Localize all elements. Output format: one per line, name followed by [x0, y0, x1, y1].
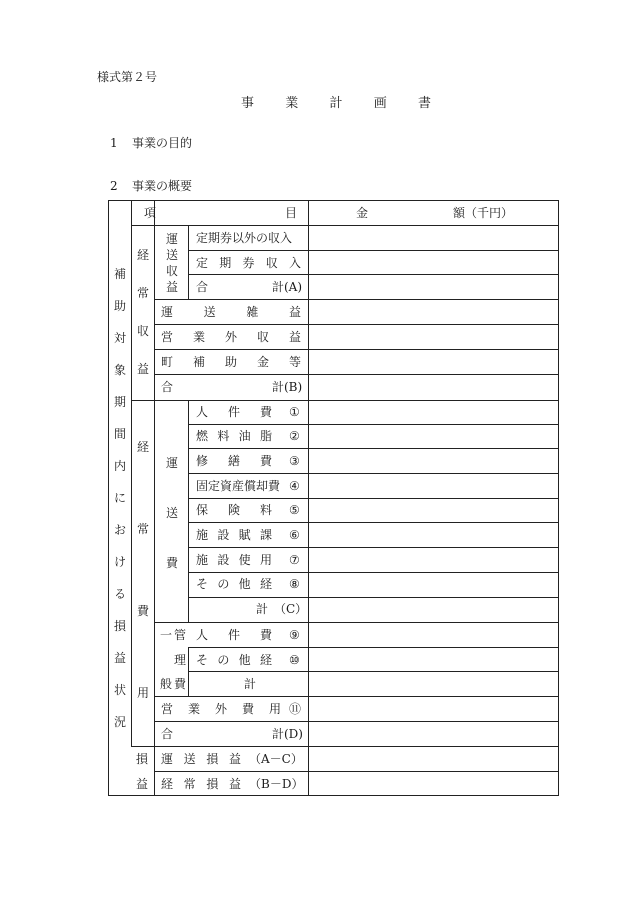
section-number: 2 — [110, 179, 118, 193]
item-number: ② — [289, 429, 300, 443]
admin-jinkenhi: 人 件 費 — [196, 628, 272, 642]
table-rule — [188, 522, 558, 523]
table-rule — [188, 671, 558, 672]
sum-b-left: 合 — [161, 380, 174, 394]
admin-label-ichi: 一 — [160, 628, 173, 642]
table-border — [108, 200, 109, 796]
item-number: ⑩ — [289, 653, 300, 667]
sum-a-right: 計(A) — [272, 280, 303, 294]
header-item-right: 目 — [285, 206, 298, 220]
table-rule — [131, 746, 558, 747]
header-item-left: 項 — [144, 206, 157, 220]
admin-other: そ の 他 経 — [196, 653, 272, 667]
title-char: 事 — [241, 96, 255, 111]
admin-label-han: 般 — [160, 677, 173, 691]
table-rule — [188, 225, 189, 299]
table-rule — [154, 696, 558, 697]
profit-label-son: 損 — [136, 752, 149, 766]
expense-fuel: 燃 料 油 脂 — [196, 429, 272, 443]
profit-loss-table — [108, 200, 558, 795]
profit-label-eki: 益 — [136, 777, 149, 791]
header-amount-right: 額（千円） — [453, 206, 514, 220]
admin-label-hi: 費 — [174, 677, 187, 691]
item-number: ⑥ — [289, 528, 300, 542]
table-rule — [131, 225, 558, 226]
admin-sum: 計 — [244, 677, 257, 691]
admin-label-ri: 理 — [174, 653, 187, 667]
title-char: 業 — [285, 96, 299, 111]
expense-group-label: 経 常 費 用 — [136, 440, 149, 700]
item-number: ① — [289, 405, 300, 419]
side-label: 補 助 対 象 期 間 内 に お け る 損 益 状 況 — [113, 267, 126, 729]
item-number: ⑦ — [289, 553, 300, 567]
row-hojokin: 町 補 助 金 等 — [161, 355, 301, 369]
item-number: ⑧ — [289, 577, 300, 591]
transport-income-label: 運 送 収 益 — [165, 232, 178, 294]
table-rule — [188, 448, 558, 449]
expense-facility-use: 施 設 使 用 — [196, 553, 272, 567]
sum-d-left: 合 — [161, 727, 174, 741]
section-number: 1 — [110, 136, 118, 150]
table-rule — [154, 721, 558, 722]
expense-facility-levy: 施 設 賦 課 — [196, 528, 272, 542]
expense-insurance: 保 険 料 — [196, 503, 272, 517]
item-number: ⑪ — [289, 702, 302, 716]
table-border — [108, 200, 558, 201]
table-rule — [131, 400, 558, 401]
form-number: 様式第２号 — [97, 70, 158, 84]
section-purpose — [110, 134, 192, 151]
table-rule — [188, 547, 558, 548]
ordinary-profit-formula: （B－D） — [249, 777, 304, 791]
table-rule — [154, 622, 558, 623]
header-amount-left: 金 — [356, 206, 369, 220]
table-rule — [154, 299, 558, 300]
title-char: 計 — [329, 96, 343, 111]
title-char: 書 — [417, 96, 431, 111]
item-number: ⑤ — [289, 503, 300, 517]
sum-a-left: 合 — [196, 280, 209, 294]
table-rule — [188, 250, 558, 251]
section-overview — [110, 177, 192, 194]
item-number: ③ — [289, 454, 300, 468]
sum-b-right: 計(B) — [272, 380, 303, 394]
table-border — [558, 200, 559, 796]
row-eigyogai-income: 営 業 外 収 益 — [161, 330, 301, 344]
table-rule — [188, 572, 558, 573]
row-teiki-igai: 定期券以外の収入 — [196, 231, 293, 245]
row-teiki: 定 期 券 収 入 — [196, 256, 301, 270]
table-rule — [154, 771, 558, 772]
table-rule — [188, 498, 558, 499]
table-border — [108, 795, 558, 796]
sum-c: 計 （C） — [256, 602, 308, 616]
section-heading: 事業の目的 — [132, 136, 193, 150]
table-rule — [188, 597, 558, 598]
row-zatsueki: 運 送 雑 益 — [161, 305, 301, 319]
transport-expense-label: 運 送 費 — [165, 456, 178, 570]
admin-label-kan: 管 — [174, 628, 187, 642]
section-heading: 事業の概要 — [132, 179, 193, 193]
row-eigyogai-expense: 営 業 外 費 用 — [161, 702, 281, 716]
expense-jinkenhi: 人 件 費 — [196, 405, 272, 419]
income-group-label: 経 常 収 益 — [136, 248, 149, 376]
row-ordinary-profit: 経 常 損 益 — [161, 777, 241, 791]
table-rule — [154, 349, 558, 350]
table-rule — [188, 400, 189, 622]
item-number: ⑨ — [289, 628, 300, 642]
table-rule — [154, 200, 155, 796]
table-rule — [188, 473, 558, 474]
table-rule — [154, 324, 558, 325]
expense-other: そ の 他 経 — [196, 577, 272, 591]
expense-depreciation: 固定資産償却費 — [196, 479, 281, 493]
table-rule — [188, 274, 558, 275]
expense-repair: 修 繕 費 — [196, 454, 272, 468]
table-rule — [154, 374, 558, 375]
transport-profit-formula: （A－C） — [249, 752, 303, 766]
document-title — [241, 92, 431, 111]
title-char: 画 — [373, 96, 387, 111]
table-rule — [131, 200, 132, 746]
sum-d-right: 計(D) — [272, 727, 303, 741]
table-rule — [188, 647, 558, 648]
item-number: ④ — [289, 479, 300, 493]
table-rule — [188, 424, 558, 425]
row-transport-profit: 運 送 損 益 — [161, 752, 241, 766]
